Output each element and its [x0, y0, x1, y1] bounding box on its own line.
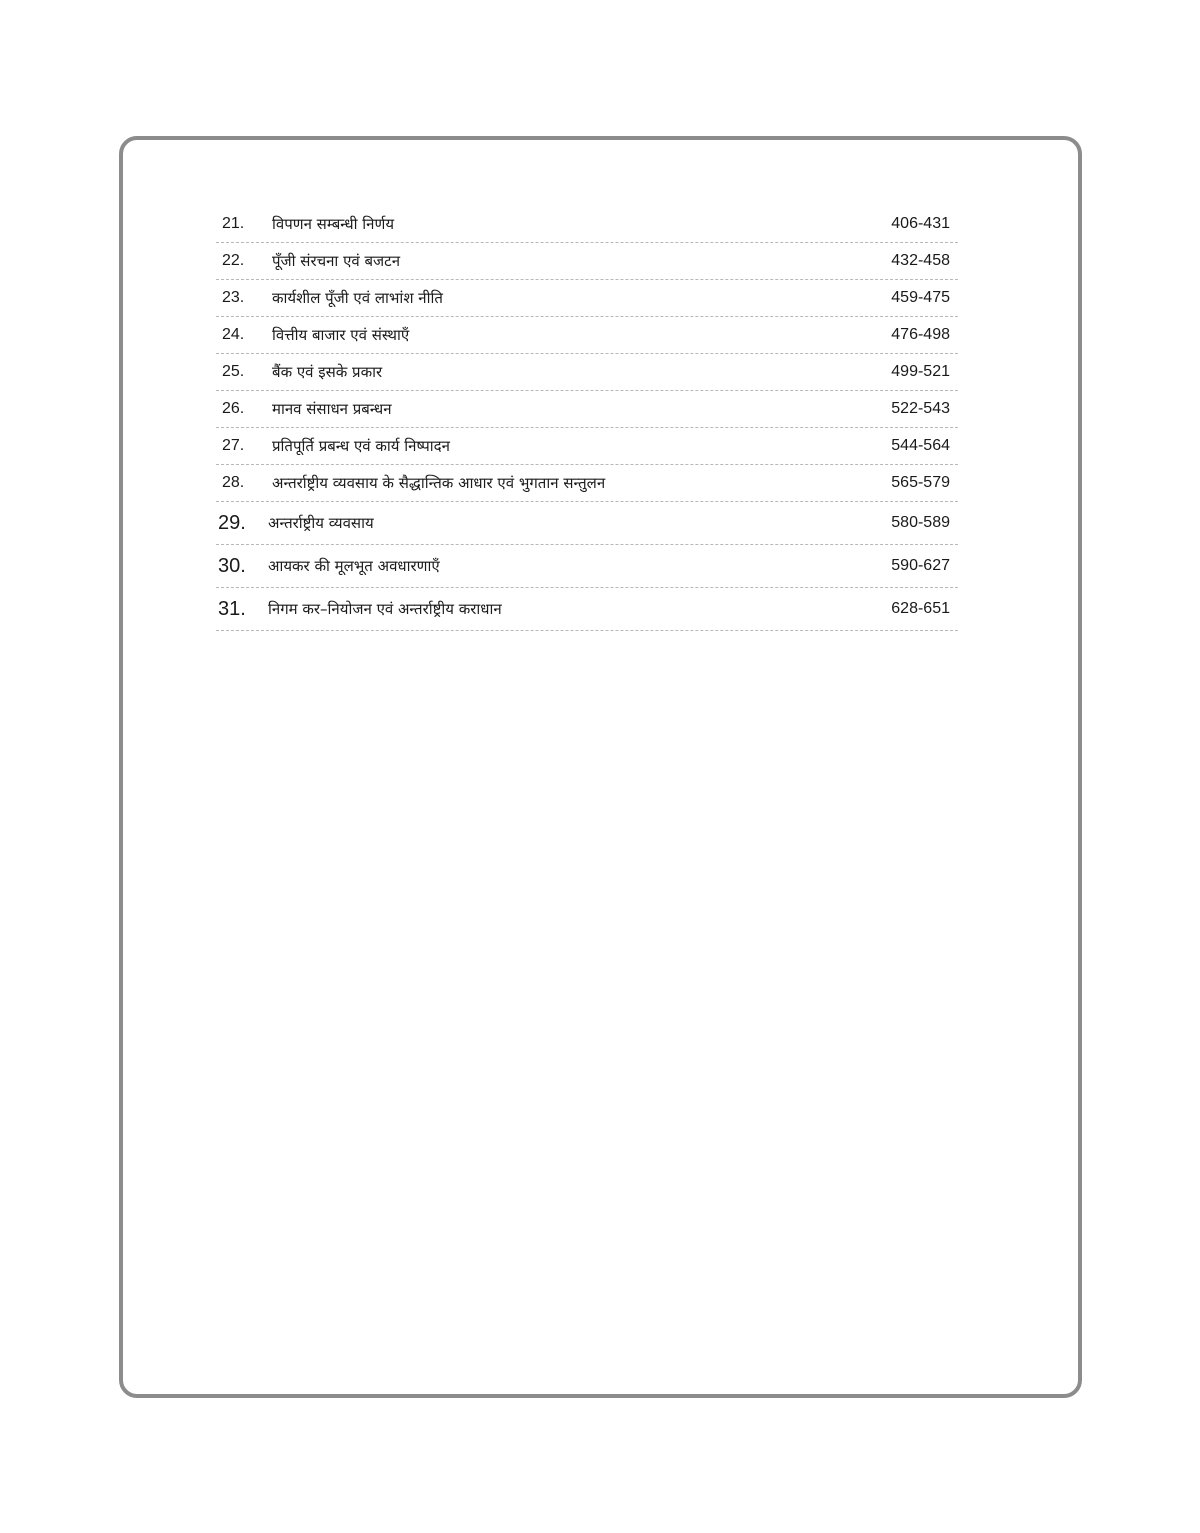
- toc-entry-30[interactable]: [216, 545, 958, 588]
- page-range: 565-579: [891, 474, 950, 491]
- chapter-title: कार्यशील पूँजी एवं लाभांश नीति: [272, 289, 443, 307]
- page-range: 406-431: [891, 215, 950, 232]
- chapter-number: 25.: [222, 363, 245, 380]
- chapter-title: अन्तर्राष्ट्रीय व्यवसाय के सैद्धान्तिक आधार एवं भुगतान सन्तुलन: [272, 474, 606, 492]
- toc-entry-24[interactable]: [216, 317, 958, 354]
- page-range: 590-627: [891, 557, 950, 574]
- chapter-number: 22.: [222, 252, 245, 269]
- page-range: 459-475: [891, 289, 950, 306]
- chapter-number: 23.: [222, 289, 245, 306]
- toc-entry-29[interactable]: [216, 502, 958, 545]
- page-range: 544-564: [891, 437, 950, 454]
- table-of-contents: [216, 206, 958, 631]
- toc-entry-22[interactable]: [216, 243, 958, 280]
- toc-entry-23[interactable]: [216, 280, 958, 317]
- toc-entry-31[interactable]: [216, 588, 958, 631]
- chapter-number: 30.: [218, 554, 246, 577]
- chapter-title: प्रतिपूर्ति प्रबन्ध एवं कार्य निष्पादन: [272, 437, 450, 455]
- chapter-number: 31.: [218, 597, 246, 620]
- chapter-title: वित्तीय बाजार एवं संस्थाएँ: [272, 326, 410, 344]
- toc-entry-27[interactable]: [216, 428, 958, 465]
- chapter-title: बैंक एवं इसके प्रकार: [272, 363, 383, 381]
- chapter-title: मानव संसाधन प्रबन्धन: [272, 400, 392, 418]
- page-range: 580-589: [891, 514, 950, 531]
- chapter-number: 24.: [222, 326, 245, 343]
- chapter-title: आयकर की मूलभूत अवधारणाएँ: [268, 557, 440, 575]
- chapter-number: 27.: [222, 437, 245, 454]
- chapter-title: अन्तर्राष्ट्रीय व्यवसाय: [268, 514, 374, 532]
- toc-entry-21[interactable]: [216, 206, 958, 243]
- page-range: 432-458: [891, 252, 950, 269]
- chapter-title: पूँजी संरचना एवं बजटन: [272, 252, 401, 270]
- chapter-title: निगम कर–नियोजन एवं अन्तर्राष्ट्रीय कराधान: [268, 600, 502, 618]
- page-range: 499-521: [891, 363, 950, 380]
- chapter-number: 28.: [222, 474, 245, 491]
- chapter-number: 29.: [218, 511, 246, 534]
- toc-entry-25[interactable]: [216, 354, 958, 391]
- chapter-number: 21.: [222, 215, 245, 232]
- toc-entry-28[interactable]: [216, 465, 958, 502]
- page-range: 628-651: [891, 600, 950, 617]
- page-range: 522-543: [891, 400, 950, 417]
- page-range: 476-498: [891, 326, 950, 343]
- chapter-number: 26.: [222, 400, 245, 417]
- chapter-title: विपणन सम्बन्धी निर्णय: [272, 215, 395, 233]
- toc-entry-26[interactable]: [216, 391, 958, 428]
